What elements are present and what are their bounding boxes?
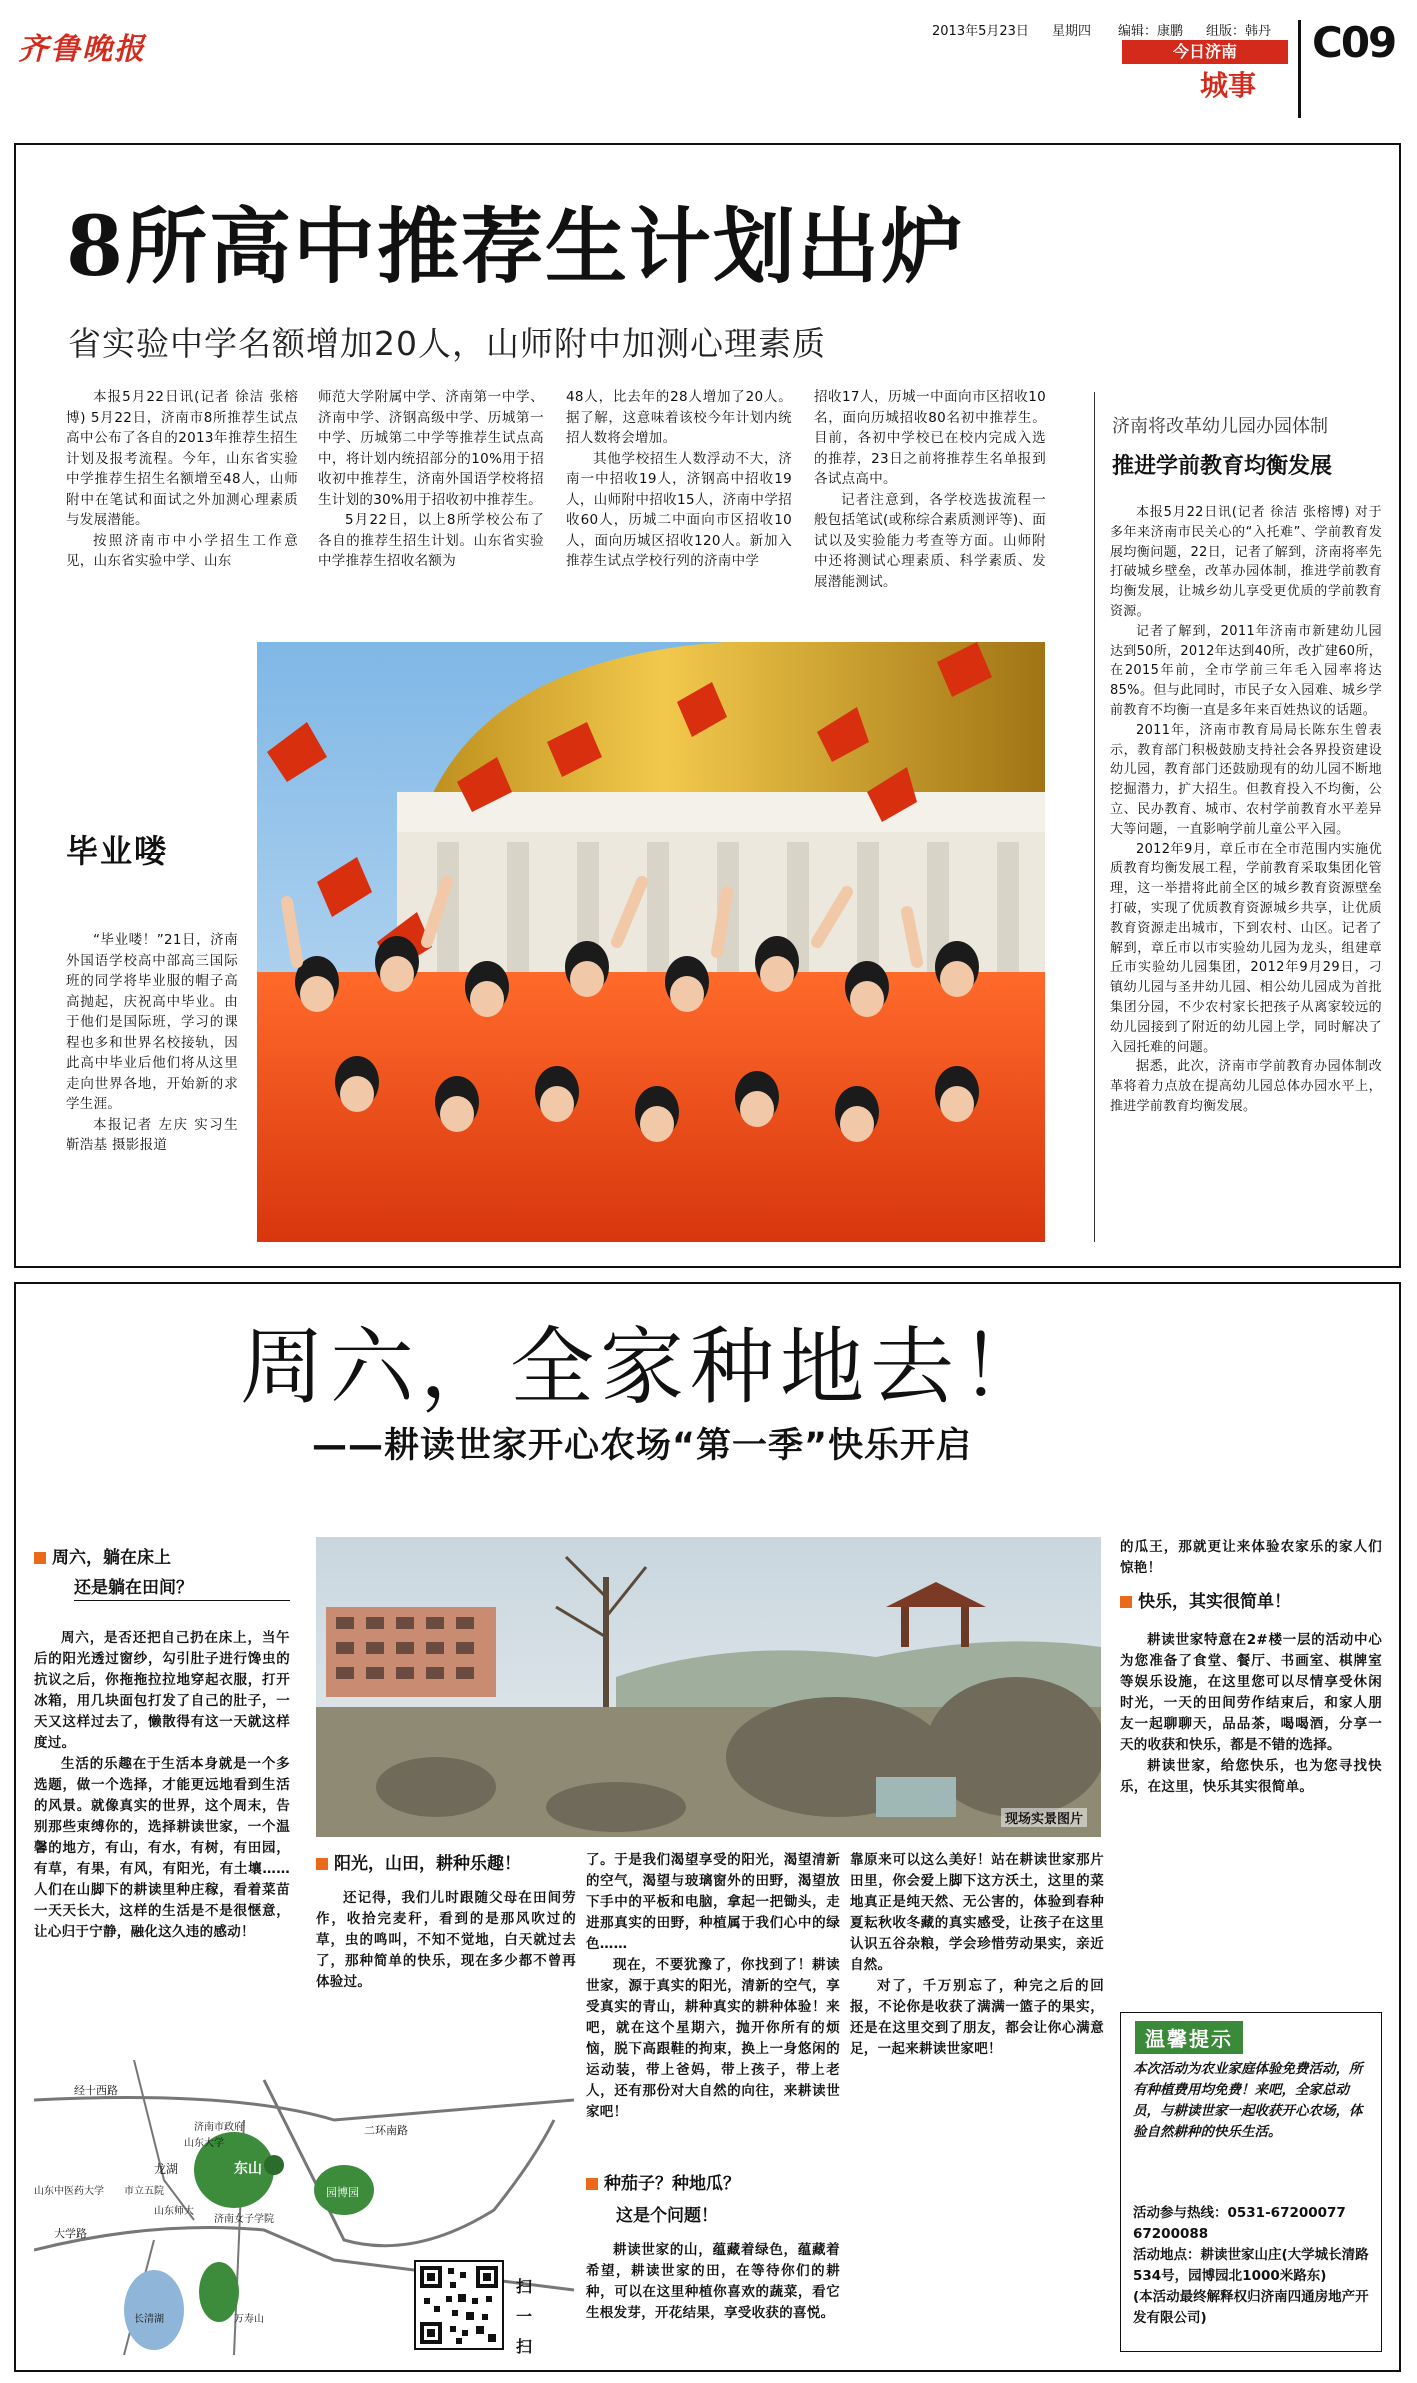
story-paragraph: 5月22日，以上8所学校公布了各自的推荐生招生计划。山东省实验中学推荐生招收名额为 bbox=[318, 512, 544, 569]
ad-column-2 bbox=[316, 1888, 576, 1993]
ad-paragraph: 周六，是否还把自己扔在床上，当午后的阳光透过窗纱，勾引肚子进行馋虫的抗议之后，你拖拖拉拉地穿起衣服，打开冰箱，用几块面包打发了自己的肚子，一天又这样过去了，懒散得有这一天就这样度过。 bbox=[34, 1630, 290, 1751]
qr-code[interactable] bbox=[414, 2260, 504, 2350]
tips-body: 本次活动为农业家庭体验免费活动，所有种植费用均免费！来吧，全家总动员，与耕读世家一起收获开心农场，体验自然耕种的快乐生活。 bbox=[1133, 2061, 1363, 2140]
ad-headline: 周六，全家种地去！ bbox=[240, 1318, 1051, 1416]
story-paragraph: 其他学校招生人数浮动不大，济南一中招收19人，济钢高中招收19人，山师附中招收15人，济南中学招收60人，历城二中面向市区招收10人，面向历城区招收120人。新加入推荐生试点学校行列的济南中学 bbox=[566, 450, 792, 569]
story-column-2 bbox=[318, 387, 544, 572]
ad-paragraph: 靠原来可以这么美好！站在耕读世家那片田里，你会爱上脚下这方沃土，这里的菜地真正是纯天然、无公害的，体验到春种夏耘秋收冬藏的真实感受，让孩子在这里认识五谷杂粮，学会珍惜劳动果实，亲近自然。 bbox=[850, 1852, 1104, 1973]
sponsor-note: (本活动最终解释权归济南四通房地产开发有限公司) bbox=[1133, 2289, 1369, 2326]
map-label: 山东中医药大学 bbox=[34, 2186, 104, 2197]
map-label: 大学路 bbox=[54, 2227, 87, 2240]
ad-subheadline: ——耕读世家开心农场“第一季”快乐开启 bbox=[312, 1426, 973, 1466]
section-title-b: 这是个问题！ bbox=[616, 2206, 718, 2226]
map-label: 二环南路 bbox=[364, 2124, 408, 2137]
bullet-square-icon bbox=[316, 1858, 328, 1870]
map-label: 龙湖 bbox=[154, 2162, 179, 2176]
graduation-photo bbox=[257, 642, 1045, 1242]
map-label: 济南市政府 bbox=[194, 2122, 244, 2133]
section-title: 快乐，其实很简单！ bbox=[1120, 1590, 1382, 1614]
bullet-square-icon bbox=[34, 1552, 46, 1564]
page-editor: 编辑：康鹏 bbox=[1118, 24, 1184, 39]
contact-block bbox=[1133, 2203, 1371, 2329]
ad-section1-heading bbox=[34, 1546, 290, 1601]
tips-box bbox=[1120, 2012, 1382, 2352]
photo-caption bbox=[66, 930, 238, 1156]
ad-column-3 bbox=[586, 1850, 840, 2123]
ad-paragraph: 还记得，我们儿时跟随父母在田间劳作，收拾完麦秆，看到的是那风吹过的草，虫的鸣叫，不知不觉地，白天就过去了，那种简单的快乐，现在多少都不曾再体验过。 bbox=[316, 1890, 576, 1990]
sidebar-paragraph: 2011年，济南市教育局局长陈东生曾表示，教育部门积极鼓励支持社会各界投资建设幼儿园，教育部门还鼓励现有的幼儿园不断地挖掘潜力，扩大招生。但教育投入不均衡，公立、民办教育、城市、农村学前教育水平差异大等问题，一直影响学前儿童公平入园。 bbox=[1110, 722, 1382, 837]
graduation-photo-illustration bbox=[257, 642, 1045, 1242]
bullet-square-icon bbox=[586, 2178, 598, 2190]
sidebar-paragraph: 记者了解到，2011年济南市新建幼儿园达到50所，2012年达到40所，改扩建60所，在2015年前，全市学前三年毛入园率将达85%。但与此同时，市民子女入园难、城乡学前教育不均衡一直是多年来百姓热议的话题。 bbox=[1110, 623, 1382, 718]
venue: 耕读世家山庄(大学城长清路534号，园博园北1000米路东) bbox=[1133, 2247, 1369, 2284]
map-label: 山东大学 bbox=[184, 2138, 224, 2149]
sidebar-divider bbox=[1094, 392, 1095, 1242]
map-label: 山东师大 bbox=[154, 2206, 194, 2217]
story-paragraph: 本报5月22日讯(记者 徐洁 张榕博) 5月22日，济南市8所推荐生试点高中公布了各自的2013年推荐生招生计划及报考流程。今年，山东省实验中学推荐生招生名额增至48人，山师附中在笔试和面试之外加测心理素质与发展潜能。 bbox=[66, 389, 298, 528]
layout-editor: 组版：韩丹 bbox=[1206, 24, 1272, 39]
section-name: 城事 bbox=[1200, 69, 1257, 102]
ad-column-5 bbox=[1120, 1630, 1382, 1798]
subheadline: 省实验中学名额增加20人，山师附中加测心理素质 bbox=[68, 324, 826, 363]
story-column-3 bbox=[566, 387, 792, 572]
farm-photo-illustration bbox=[316, 1537, 1101, 1837]
section-title: 周六，躺在床上 bbox=[34, 1546, 290, 1570]
photo-label: 现场实景图片 bbox=[1001, 1808, 1087, 1827]
ad-paragraph: 耕读世家，给您快乐，也为您寻找快乐，在这里，快乐其实很简单。 bbox=[1120, 1758, 1382, 1795]
story-paragraph: 招收17人，历城一中面向市区招收10名，面向历城招收80名初中推荐生。目前，各初中学校已在校内完成入选的推荐，23日之前将推荐生名单报到各试点高中。 bbox=[814, 389, 1046, 487]
map-label: 经十西路 bbox=[74, 2084, 118, 2097]
section-divider bbox=[1298, 20, 1301, 118]
weekday: 星期四 bbox=[1052, 24, 1092, 39]
ad-paragraph: 的瓜王，那就更让来体验农家乐的家人们惊艳！ bbox=[1120, 1539, 1382, 1576]
qr-code-icon bbox=[416, 2262, 502, 2348]
phone-label: 活动参与热线： bbox=[1133, 2205, 1228, 2221]
ad-paragraph: 生活的乐趣在于生活本身就是一个多选题，做一个选择，才能更远地看到生活的风景。就像真实的世界，这个周末，告别那些束缚你的，选择耕读世家，一个温馨的地方，有山，有水，有树，有田园，有草，有果，有风，有阳光，有土壤……人们在山脚下的耕读里种庄稼，看着菜苗一天天长大，这样的生活是不是很惬意，让心归于宁静，融化这久违的感动！ bbox=[34, 1756, 290, 1940]
story-paragraph: 按照济南市中小学招生工作意见，山东省实验中学、山东 bbox=[66, 532, 298, 569]
section-title-b: 还是躺在田间？ bbox=[74, 1576, 290, 1601]
ad-section3-heading bbox=[586, 2172, 840, 2228]
farm-photo bbox=[316, 1537, 1101, 1837]
sidebar-body bbox=[1110, 503, 1382, 1117]
ad-paragraph: 耕读世家的山，蕴藏着绿色，蕴藏着希望，耕读世家的田，在等待你们的耕种，可以在这里种植你喜欢的蔬菜，看它生根发芽，开花结果，享受收获的喜悦。 bbox=[586, 2242, 840, 2321]
story-paragraph: 记者注意到，各学校选拔流程一般包括笔试(或称综合素质测评等)、面试以及实验能力考查等方面。山师附中还将测试心理素质、科学素质、发展潜能测试。 bbox=[814, 491, 1046, 590]
venue-label: 活动地点： bbox=[1133, 2247, 1201, 2263]
ad-paragraph: 对了，千万别忘了，种完之后的回报，不论你是收获了满满一篮子的果实，还是在这里交到了朋友，都会让你心满意足，一起来耕读世家吧！ bbox=[850, 1978, 1104, 2057]
ad-section2-heading bbox=[316, 1852, 576, 1876]
sidebar-paragraph: 2012年9月，章丘市在全市范围内实施优质教育均衡发展工程，学前教育采取集团化管理，这一举措将此前全区的城乡教育资源壁垒打破，实现了优质教育资源城乡共享，让优质教育资源走出城市，下到农村、山区。记者了解到，章丘市以市实验幼儿园为龙头，组建章丘市实验幼儿园集团，2012年9月29日，刁镇幼儿园与圣井幼儿园、相公幼儿园成为首批集团分园，不少农村家长把孩子从离家较远的幼儿园接到了附近的幼儿园上学，同时解决了入园托难的问题。 bbox=[1110, 841, 1382, 1055]
caption-paragraph: “毕业喽！”21日，济南外国语学校高中部高三国际班的同学将毕业服的帽子高高抛起，庆祝高中毕业。由于他们是国际班，学习的课程也多和世界名校接轨，因此高中毕业后他们将从这里走向世界各地，开始新的求学生涯。 bbox=[66, 932, 238, 1112]
sidebar-paragraph: 据悉，此次，济南市学前教育办园体制改革将着力点放在提高幼儿园总体办园水平上，推进学前教育均衡发展。 bbox=[1110, 1059, 1382, 1114]
qr-label: 扫一扫 bbox=[515, 2277, 532, 2355]
ad-column-1 bbox=[34, 1628, 290, 1943]
sidebar-headline: 推进学前教育均衡发展 bbox=[1112, 454, 1333, 479]
map-label: 长清湖 bbox=[134, 2314, 164, 2325]
story-column-4 bbox=[814, 387, 1046, 592]
story-paragraph: 48人，比去年的28人增加了20人。据了解，这意味着该校今年计划内统招人数将会增加。 bbox=[566, 389, 792, 446]
ad-section4-heading bbox=[1120, 1590, 1382, 1614]
sidebar-kicker: 济南将改革幼儿园办园体制 bbox=[1112, 416, 1328, 437]
ad-column-5-lead bbox=[1120, 1537, 1382, 1579]
masthead bbox=[0, 0, 1417, 102]
story-column-1 bbox=[66, 387, 298, 572]
section-tag: 今日济南 bbox=[1122, 40, 1288, 64]
ad-paragraph: 了。于是我们渴望享受的阳光，渴望清新的空气，渴望与玻璃窗外的田野，渴望放下手中的平板和电脑，拿起一把锄头，走进那真实的田野，种植属于我们心中的绿色…… bbox=[586, 1852, 840, 1952]
map-label: 万寿山 bbox=[234, 2314, 264, 2325]
map-label: 济南女子学院 bbox=[214, 2214, 274, 2225]
map-label: 东山 bbox=[234, 2161, 262, 2177]
caption-credit: 本报记者 左庆 实习生 靳浩基 摄影报道 bbox=[66, 1116, 238, 1153]
phone-number: 0531-67200077 67200088 bbox=[1133, 2205, 1346, 2242]
photo-title: 毕业喽 bbox=[66, 832, 169, 870]
tips-title: 温馨提示 bbox=[1135, 2021, 1243, 2054]
section-title: 种茄子？种地瓜？ bbox=[586, 2172, 840, 2196]
sidebar-paragraph: 本报5月22日讯(记者 徐洁 张榕博) 对于多年来济南市民关心的“入托难”、学前教育发展均衡问题，22日，记者了解到，济南将率先打破城乡壁垒，改革办园体制，推进学前教育均衡发展，让城乡幼儿享受更优质的学前教育资源。 bbox=[1110, 505, 1382, 619]
ad-column-4 bbox=[850, 1850, 1104, 2060]
section-title: 阳光，山田，耕种乐趣！ bbox=[316, 1852, 576, 1876]
location-map bbox=[34, 2060, 574, 2355]
ad-paragraph: 现在，不要犹豫了，你找到了！耕读世家，源于真实的阳光，清新的空气，享受真实的青山，耕种真实的耕种体验！来吧，就在这个星期六，抛开你所有的烦恼，脱下高跟鞋的拘束，换上一身悠闲的运动装，带上爸妈，带上孩子，带上老人，还有那份对大自然的向往，来耕读世家吧！ bbox=[586, 1957, 840, 2120]
ad-paragraph: 耕读世家特意在2#楼一层的活动中心为您准备了食堂、餐厅、书画室、棋牌室等娱乐设施，在这里您可以尽情享受休闲时光，一天的田间劳作结束后，和家人朋友一起聊聊天，品品茶，喝喝酒，分享一天的收获和快乐，都是不错的选择。 bbox=[1120, 1632, 1382, 1753]
issue-date: 2013年5月23日 bbox=[932, 24, 1029, 39]
story-paragraph: 师范大学附属中学、济南第一中学、济南中学、济钢高级中学、历城第一中学、历城第二中学等推荐生试点高中，将计划内统招部分的10%用于招收初中推荐生，济南外国语学校将招生计划的30%用于招收初中推荐生。 bbox=[318, 389, 544, 508]
bullet-square-icon bbox=[1120, 1596, 1132, 1608]
map-label: 市立五院 bbox=[124, 2186, 164, 2197]
headline: 8所高中推荐生计划出炉 bbox=[66, 199, 966, 295]
map-label: 园博园 bbox=[326, 2186, 359, 2199]
page-number: C09 bbox=[1312, 18, 1396, 67]
newspaper-logo: 齐鲁晚报 bbox=[18, 32, 146, 67]
ad-column-3b bbox=[586, 2240, 840, 2324]
